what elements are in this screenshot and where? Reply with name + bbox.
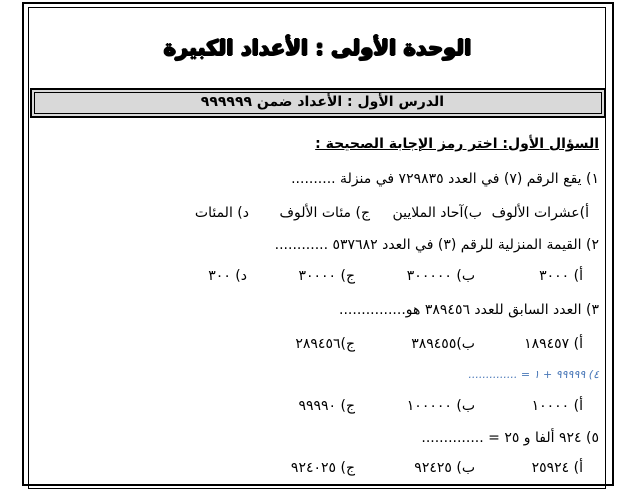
section-header: السؤال الأول: اختر رمز الإجابة الصحيحة : — [315, 136, 599, 152]
q3-choice-b: ب)٣٨٩٤٥٥ — [411, 336, 475, 352]
q4-choice-b: ب) ١٠٠٠٠٠ — [406, 398, 475, 414]
q3-choice-c: ج)٢٨٩٤٥٦ — [295, 336, 355, 352]
question-5: ٥) ٩٢٤ ألفا و ٢٥ = .............. — [421, 430, 599, 446]
q3-choice-a: أ) ١٨٩٤٥٧ — [524, 336, 583, 352]
q1-choice-c: ج) مئات الألوف — [279, 205, 370, 221]
q2-choice-c: ج) ٣٠٠٠٠ — [298, 268, 355, 284]
unit-title — [0, 36, 635, 60]
lesson-title: الدرس الأول : الأعداد ضمن ٩٩٩٩٩٩ — [200, 94, 444, 110]
question-2: ٢) القيمة المنزلية للرقم (٣) في العدد ٥٣٧٦٨٢ ............ — [274, 237, 599, 253]
q1-choice-a: أ)عشرات الألوف — [491, 205, 589, 221]
q5-choice-c: ج) ٩٢٤٠٢٥ — [290, 460, 355, 476]
q1-choice-b: ب)آحاد الملايين — [392, 205, 482, 221]
q2-choice-b: ب) ٣٠٠٠٠٠ — [406, 268, 475, 284]
unit-title-text: الوحدة الأولى : الأعداد الكبيرة — [163, 36, 472, 60]
q5-choice-b: ب) ٩٢٤٢٥ — [414, 460, 475, 476]
lesson-banner — [30, 88, 606, 118]
q1-choice-d: د) المئات — [194, 205, 249, 221]
q5-choice-a: أ) ٢٥٩٢٤ — [531, 460, 583, 476]
q2-choice-a: أ) ٣٠٠٠ — [539, 268, 583, 284]
q4-choice-a: أ) ١٠٠٠٠ — [531, 398, 583, 414]
q4-choice-c: ج) ٩٩٩٩٠ — [298, 398, 355, 414]
question-4: ٤) ٩٩٩٩٩ + ١ = .............. — [468, 368, 599, 381]
question-3: ٣) العدد السابق للعدد ٣٨٩٤٥٦ هو............... — [339, 302, 599, 318]
q2-choice-d: د) ٣٠٠ — [208, 268, 247, 284]
question-1: ١) يقع الرقم (٧) في العدد ٧٢٩٨٣٥ في منزلة .......... — [291, 171, 599, 187]
